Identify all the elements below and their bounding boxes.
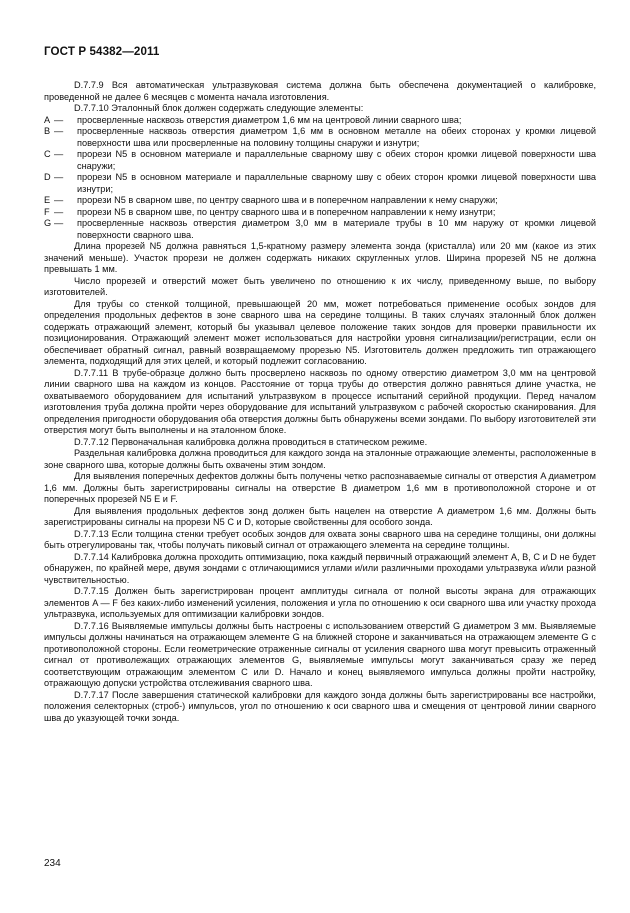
- list-item-label: G: [44, 218, 52, 228]
- list-item: [44, 207, 596, 219]
- list-dash: —: [54, 195, 64, 205]
- paragraph-d7-7-12: D.7.7.12 Первоначальная калибровка должна проводиться в статическом режиме.: [74, 436, 428, 447]
- standard-header: ГОСТ Р 54382—2011: [44, 45, 160, 58]
- list-item: [44, 149, 596, 172]
- list-item-label: A: [44, 114, 51, 125]
- page-number: 234: [44, 858, 61, 869]
- list-item-label: B: [44, 126, 51, 136]
- paragraph-d7-7-14: D.7.7.14 Калибровка должна проходить оптимизацию, пока каждый первичный отражающий элемент A, B, C и D не будет обнаружен, по крайней мере, двумя зондами с отличающимися углами и/или различными проходами ультразвука и/или разной чувствительностью.: [44, 551, 596, 585]
- list-item-text: прорези N5 в сварном шве, по центру сварного шва и в поперечном направлении к нему изнутри;: [77, 206, 496, 217]
- list-item-label: C: [44, 149, 51, 159]
- list-item-text: просверленные насквозь отверстия диаметром 1,6 мм на центровой линии сварного шва;: [77, 114, 462, 125]
- list-item: [44, 195, 596, 207]
- document-body: [44, 80, 596, 724]
- list-dash: —: [54, 206, 64, 217]
- paragraph-d7-7-13: D.7.7.13 Если толщина стенки требует особых зондов для охвата зоны сварного шва на середине толщины, они должны быть отрегулированы так, чтобы получать пиковый сигнал от отражающего элемента на середине толщины.: [44, 528, 596, 550]
- paragraph-thick-wall: Для трубы со стенкой толщиной, превышающей 20 мм, может потребоваться применение особых зондов для определения продольных дефектов в зоне сварного шва на середине толщины. В таких случаях эталонный блок должен содержать отражающий элемент, который бы указывал целевое положение таких зондов для проверки правильности их позиционирования. Отражающий элемент может использоваться для настройки уровня сигнализации/регистрации, если он обеспечивает обратный сигнал, равный возвращаемому прорезью N5. Изготовитель должен предложить тип отражающего элемента, подходящий для этих целей, и который подлежит согласованию.: [44, 298, 596, 366]
- paragraph-separate-calibration: Раздельная калибровка должна проводиться для каждого зонда на эталонные отражающие элементы, расположенные в зоне сварного шва, которые должны быть охвачены этим зондом.: [44, 448, 596, 470]
- list-item-text: прорези N5 в основном материале и параллельные сварному шву с обеих сторон кромки лицевой поверхности шва изнутри;: [77, 172, 596, 194]
- list-item-text: прорези N5 в сварном шве, по центру сварного шва и в поперечном направлении к нему снаружи;: [77, 195, 498, 205]
- list-item: [44, 172, 596, 195]
- list-dash: —: [54, 149, 64, 159]
- paragraph-d7-7-17: D.7.7.17 После завершения статической калибровки для каждого зонда должны быть зарегистрированы все настройки, положения селекторных (строб-) импульсов, угол по отношению к оси сварного шва и смещения от центровой линии сварного шва до указующей точки зонда.: [44, 689, 596, 723]
- paragraph-transverse-defects: Для выявления поперечных дефектов должны быть получены четко распознаваемые сигналы от отверстия A диаметром 1,6 мм. Должны быть зарегистрированы сигналы на отверстие B диаметром 1,6 мм в противоположной стороне и от поперечных прорезей N5 E и F.: [44, 471, 596, 504]
- list-item-label: E: [44, 195, 51, 205]
- list-dash: —: [54, 126, 64, 136]
- list-item-text: прорези N5 в основном материале и параллельные сварному шву с обеих сторон кромки лицевой поверхности шва снаружи;: [77, 149, 596, 171]
- paragraph-d7-7-10: D.7.7.10 Эталонный блок должен содержать следующие элементы:: [74, 103, 364, 113]
- list-item-label: D: [44, 172, 51, 182]
- list-dash: —: [54, 114, 64, 125]
- list-dash: —: [54, 172, 64, 182]
- list-dash: —: [54, 218, 64, 228]
- paragraph-d7-7-16: D.7.7.16 Выявляемые импульсы должны быть настроены с использованием отверстий G диаметром 3 мм. Выявляемые импульсы должны начинаться на отражающем элементе G на ближней стороне и заканчиваться на отражающем элементе G с противоположной стороны. Если геометрические отраженные сигналы от усиления сварного шва могут превысить отраженный сигнал от противолежащих отражающих элементов G, выявляемые импульсы могут заканчиваться сразу же перед соответствующим отражающим элементом C или D. Начало и конец выявляемого импульса должны пройти настройку, отражающую допуски устройства отслеживания сварного шва.: [44, 620, 596, 688]
- paragraph-d7-7-9: D.7.7.9 Вся автоматическая ультразвуковая система должна быть обеспечена документацией о калибровке, проведенной не далее 6 месяцев с момента начала изготовления.: [44, 80, 596, 102]
- list-item: [44, 126, 596, 149]
- paragraph-d7-7-11: D.7.7.11 В трубе-образце должно быть просверлено насквозь по одному отверстию диаметром 3,0 мм на центровой линии сварного шва на каждом из концов. Расстояние от торца трубы до отверстия должно равняться длине участка, не охватываемого оборудованием для испытаний ультразвуком в процессе испытаний серийной продукции. Перед началом изготовления труба должна пройти через оборудование для испытаний ультразвуком с рабочей скоростью сканирования. Для определения пригодности оборудования оба отверстия должны быть обнаружены всеми зондами. По выбору изготовителей эти отверстия могут быть выполнены и на эталонном блоке.: [44, 367, 596, 435]
- list-item-text: просверленные насквозь отверстия диаметром 1,6 мм в основном металле на обеих сторонах у кромки лицевой поверхности шва или просверленные на половину толщины снаружи и изнутри;: [77, 126, 596, 148]
- paragraph-d7-7-15: D.7.7.15 Должен быть зарегистрирован процент амплитуды сигнала от полной высоты экрана для отражающих элементов A — F без каких-либо изменений усиления, положения и угла по отношению к оси сварного шва или участку прохода ультразвука, используемых для оптимизации калибровки зондов.: [44, 586, 596, 619]
- list-item-label: F: [44, 206, 50, 217]
- list-item-text: просверленные насквозь отверстия диаметром 3,0 мм в материале трубы в 10 мм наружу от кромки лицевой поверхности сварного шва.: [77, 218, 596, 240]
- paragraph-slot-length: Длина прорезей N5 должна равняться 1,5-кратному размеру элемента зонда (кристалла) или 20 мм (какое из этих значений меньше). Участок прорези не должен содержать никаких скругленных углов. Ширина прорезей N5 не должна превышать 1 мм.: [44, 241, 596, 274]
- paragraph-slot-count: Число прорезей и отверстий может быть увеличено по отношению к их числу, приведенному выше, по выбору изготовителей.: [44, 275, 596, 297]
- list-item: [44, 115, 596, 127]
- paragraph-longitudinal-defects: Для выявления продольных дефектов зонд должен быть нацелен на отверстие A диаметром 1,6 мм. Должны быть зарегистрированы сигналы на прорези N5 C и D, которые свойственны для особого зонда.: [44, 505, 596, 527]
- list-item: [44, 218, 596, 241]
- reference-elements-list: [44, 115, 596, 242]
